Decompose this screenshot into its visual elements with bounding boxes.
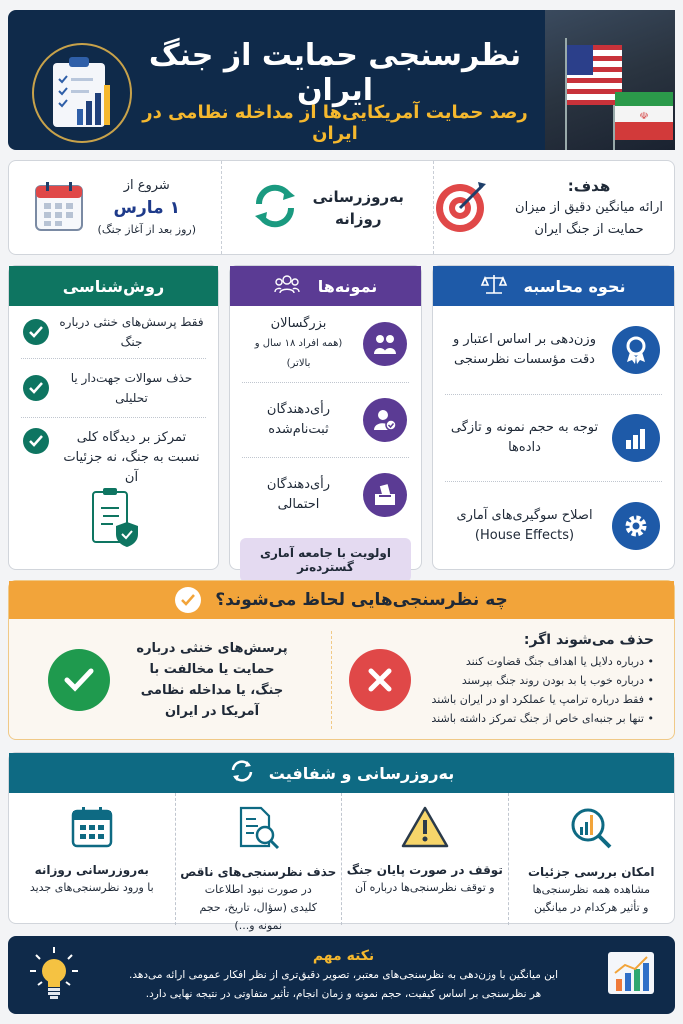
panel-title: نحوه محاسبه — [523, 276, 626, 296]
us-iran-flags-image — [545, 10, 675, 150]
bar-chart-icon — [612, 414, 660, 462]
people-group-icon — [274, 274, 300, 298]
target-icon — [434, 178, 490, 238]
search-chart-icon — [568, 805, 614, 855]
goal-text: ارائه میانگین دقیق از میزان حمایت از جنگ ایران — [515, 199, 663, 237]
samples-panel — [229, 265, 422, 574]
calc-item: وزن‌دهی بر اساس اعتبار و دقت مؤسسات نظرسنجی — [433, 306, 674, 394]
check-icon — [175, 587, 201, 613]
adults-icon — [363, 322, 407, 366]
update-line2: روزانه — [335, 209, 382, 228]
transparency-item: حذف نظرسنجی‌های ناقص در صورت نبود اطلاعات کلیدی (سؤال، تاریخ، حجم نمونه و...) — [176, 793, 343, 925]
svg-text:☫: ☫ — [639, 111, 649, 122]
document-search-icon — [235, 805, 281, 855]
calendar-icon — [70, 805, 114, 853]
header-banner — [8, 10, 675, 150]
lightbulb-icon — [28, 945, 80, 1005]
sample-item: بزرگسالان (همه افراد ۱۸ سال و بالاتر) — [230, 306, 421, 382]
priority-tag: اولویت با جامعه آماری گسترده‌تر — [240, 538, 411, 582]
check-icon — [23, 375, 49, 401]
included-text: پرسش‌های خنثی درباره حمایت یا مخالفت با جنگ، یا مداخله نظامی آمریکا در ایران — [136, 641, 288, 719]
refresh-icon — [251, 182, 299, 234]
start-note: (روز بعد از آغاز جنگ) — [97, 222, 196, 236]
inclusion-section — [8, 580, 675, 740]
method-item: حذف سوالات جهت‌دار یا تحلیلی — [9, 359, 218, 417]
important-note — [8, 936, 675, 1014]
update-line1: به‌روزرسانی — [312, 187, 404, 206]
goal-section — [434, 161, 674, 254]
panel-title: نمونه‌ها — [317, 276, 378, 296]
x-icon — [349, 649, 411, 711]
check-icon — [23, 428, 49, 454]
refresh-icon — [229, 758, 255, 788]
method-item: تمرکز بر دیدگاه کلی نسبت به جنگ، نه جزئیات آن — [9, 418, 218, 482]
warning-icon — [400, 805, 450, 853]
check-icon — [48, 649, 110, 711]
scale-icon — [482, 273, 506, 299]
transparency-section — [8, 752, 675, 932]
excluded-heading: حذف می‌شوند اگر: — [523, 632, 654, 648]
page-subtitle: رصد حمایت آمریکایی‌ها از مداخله نظامی در ایران — [142, 102, 528, 144]
registered-voter-icon — [363, 398, 407, 442]
goal-label: هدف: — [567, 176, 611, 195]
update-section — [222, 161, 435, 254]
note-title: نکته مهم — [312, 947, 375, 964]
start-date: ۱ مارس — [113, 197, 180, 218]
transparency-item: به‌روزرسانی روزانه با ورود نظرسنجی‌های جدید — [9, 793, 176, 925]
ballot-box-icon — [363, 473, 407, 517]
methodology-panel — [8, 265, 219, 570]
note-line-2: هر نظرسنجی بر اساس کیفیت، حجم نمونه و زمان انجام، تأثیر متفاوتی در نتیجه نهایی دارد. — [145, 987, 542, 1000]
clipboard-shield-icon — [9, 482, 218, 548]
calc-item: اصلاح سوگیری‌های آماری (House Effects) — [433, 482, 674, 570]
page-title: نظرسنجی حمایت از جنگ ایران — [148, 38, 522, 108]
transparency-item: توقف در صورت پایان جنگ و توقف نظرسنجی‌ها درباره آن — [342, 793, 509, 925]
gear-icon — [612, 502, 660, 550]
clipboard-chart-icon — [32, 43, 132, 143]
start-section — [9, 161, 222, 254]
check-icon — [23, 319, 49, 345]
start-label: شروع از — [123, 177, 170, 193]
excluded-list: • درباره دلایل یا اهداف جنگ قضاوت کنند • درباره خوب یا بد بودن روند جنگ بپرسند • فقط درباره ترامپ یا عملکرد او در ایران باشند • تنها بر جنبه‌ای خاص از جنگ تمرکز داشته باشند — [431, 652, 654, 728]
section-title: چه نظرسنجی‌هایی لحاظ می‌شوند؟ — [215, 590, 508, 610]
panel-title: روش‌شناسی — [62, 276, 165, 296]
transparency-item: امکان بررسی جزئیات مشاهده همه نظرسنجی‌ها و تأثیر هرکدام در میانگین — [509, 793, 675, 925]
included-criteria — [9, 631, 332, 729]
calculation-panel — [432, 265, 675, 570]
sample-item: رأی‌دهندگان ثبت‌نام‌شده — [230, 383, 421, 457]
award-ribbon-icon — [612, 326, 660, 374]
note-line-1: این میانگین با وزن‌دهی به نظرسنجی‌های معتبر، تصویر دقیق‌تری از نظر افکار عمومی ارائه می‌دهد. — [129, 968, 558, 981]
info-strip — [8, 160, 675, 255]
section-title: به‌روزرسانی و شفافیت — [268, 763, 455, 783]
excluded-criteria — [332, 619, 674, 741]
sample-item: رأی‌دهندگان احتمالی — [230, 458, 421, 532]
method-item: فقط پرسش‌های خنثی درباره جنگ — [9, 306, 218, 358]
calendar-icon — [34, 180, 84, 236]
calc-item: توجه به حجم نمونه و تازگی داده‌ها — [433, 395, 674, 481]
chart-trend-icon — [607, 951, 655, 999]
